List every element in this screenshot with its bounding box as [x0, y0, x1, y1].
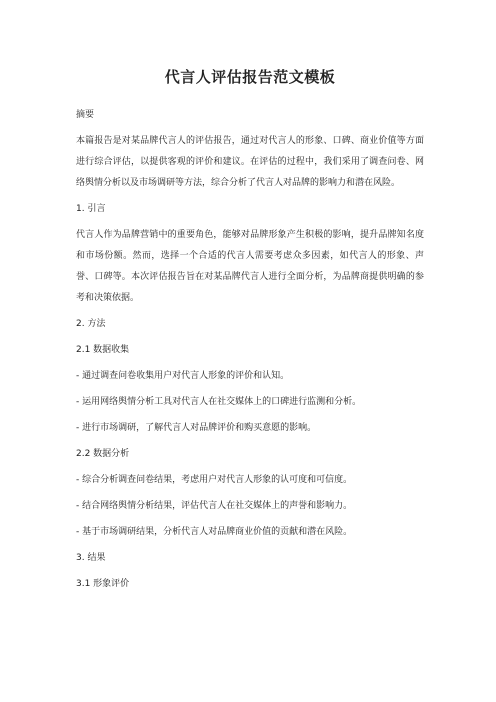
- section-2-heading: 2. 方法: [76, 319, 106, 329]
- section-2-1-item: - 运用网络舆情分析工具对代言人在社交媒体上的口碑进行监测和分析。: [76, 397, 362, 407]
- abstract-text: 本篇报告是对某品牌代言人的评估报告，通过对代言人的形象、口碑、商业价值等方面进行综合评估，以提供客观的评价和建议。在评估的过程中，我们采用了调查问卷、网络舆情分析以及市场调研等方法，综合分析了代言人对品牌的影响力和潜在风险。: [76, 136, 424, 188]
- section-2-2-item: - 结合网络舆情分析结果，评估代言人在社交媒体上的声誉和影响力。: [76, 501, 353, 511]
- section-2-1-item: - 通过调查问卷收集用户对代言人形象的评价和认知。: [76, 371, 290, 381]
- section-2-2-item: - 综合分析调查问卷结果，考虑用户对代言人形象的认可度和可信度。: [76, 475, 353, 485]
- section-3-heading: 3. 结果: [76, 553, 106, 563]
- section-3-1-heading: 3.1 形象评价: [76, 579, 130, 589]
- section-2-1-heading: 2.1 数据收集: [76, 345, 130, 355]
- document-title: 代言人评估报告范文模板: [164, 68, 336, 86]
- section-2-1-item: - 进行市场调研，了解代言人对品牌评价和购买意愿的影响。: [76, 423, 317, 433]
- section-2-2-item: - 基于市场调研结果，分析代言人对品牌商业价值的贡献和潜在风险。: [76, 527, 353, 537]
- section-1-heading: 1. 引言: [76, 204, 106, 214]
- abstract-heading: 摘要: [76, 110, 95, 120]
- section-1-text: 代言人作为品牌营销中的重要角色，能够对品牌形象产生积极的影响，提升品牌知名度和市场份额。然而，选择一个合适的代言人需要考虑众多因素，如代言人的形象、声誉、口碑等。本次评估报告旨在对某品牌代言人进行全面分析，为品牌商提供明确的参考和决策依据。: [76, 230, 424, 303]
- section-2-2-heading: 2.2 数据分析: [76, 449, 130, 459]
